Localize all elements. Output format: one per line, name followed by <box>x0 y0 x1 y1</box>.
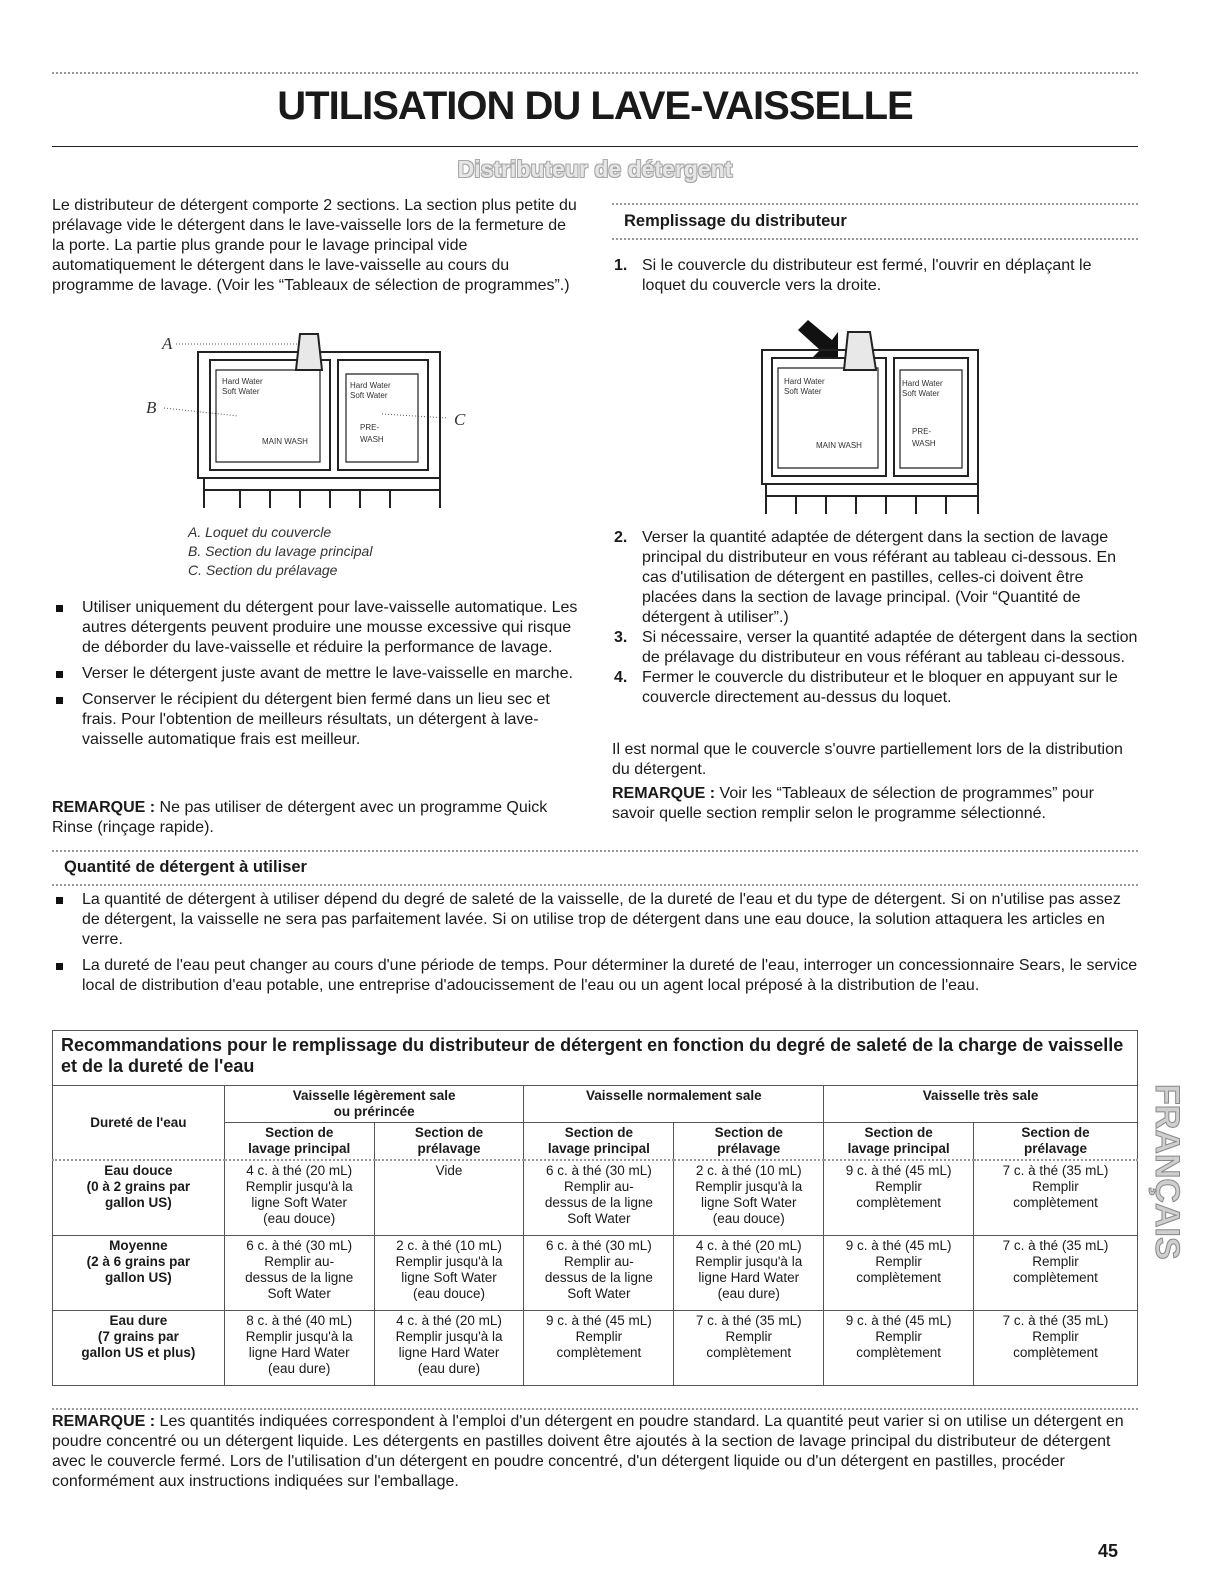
fill-normal-text: Il est normal que le couvercle s'ouvre partiellement lors de la distribution du détergent. <box>612 741 1123 778</box>
intro-paragraph: Le distributeur de détergent comporte 2 sections. La section plus petite du prélavage vide le détergent dans le lave-vaisselle lors de la fermeture de la porte. La partie plus grande pour le lavage principal vide automatiquement le détergent dans le lave-vaisselle au cours du programme de lavage. (Voir les “Tableaux de sélection de programmes”.) <box>52 197 577 294</box>
top-dotted-rule <box>52 72 1138 74</box>
table-cell: 4 c. à thé (20 mL) Remplir jusqu'à la ligne Soft Water (eau douce) <box>224 1160 374 1236</box>
table-cell: 9 c. à thé (45 mL) Remplir complètement <box>824 1236 974 1311</box>
title-rule <box>52 146 1138 147</box>
soft-water-label-prewash-left: Soft Water <box>350 391 388 400</box>
table-cell: 6 c. à thé (30 mL) Remplir au- dessus de la ligne Soft Water <box>224 1236 374 1311</box>
figure-letter-a: A <box>162 334 173 353</box>
hard-water-label-prewash-right: Hard Water <box>902 379 943 388</box>
table-cell: 7 c. à thé (35 mL) Remplir complètement <box>674 1311 824 1386</box>
list-item: Utiliser uniquement du détergent pour lave-vaisselle automatique. Les autres détergents peuvent produire une mousse excessive qui risque de déborder du lave-vaisselle et réduire la performance de lavage. <box>52 598 578 658</box>
dispenser-figure-right <box>752 318 992 518</box>
language-tab-label: FRANÇAIS <box>1148 1084 1186 1260</box>
table-cell: 6 c. à thé (30 mL) Remplir au- dessus de la ligne Soft Water <box>524 1236 674 1311</box>
language-side-tab <box>1146 1080 1186 1340</box>
group-header-light: Vaisselle légèrement sale ou prérincée <box>224 1086 524 1123</box>
soft-water-label-right: Soft Water <box>784 387 822 396</box>
pre-label-right: PRE- <box>912 427 932 436</box>
hard-water-label-right: Hard Water <box>784 377 825 386</box>
note-text: Voir les “Tableaux de sélection de programmes” pour savoir quelle section remplir selon le programme sélectionné. <box>612 785 1094 822</box>
note-text: Ne pas utiliser de détergent avec un programme Quick Rinse (rinçage rapide). <box>52 799 548 836</box>
hard-water-label-left: Hard Water <box>222 377 263 386</box>
wash-label-right: WASH <box>912 439 936 448</box>
row-header-hard: Eau dure (7 grains par gallon US et plus) <box>53 1311 225 1386</box>
table-cell: 8 c. à thé (40 mL) Remplir jusqu'à la ligne Hard Water (eau dure) <box>224 1311 374 1386</box>
wash-label-left: WASH <box>360 435 384 444</box>
left-note <box>52 798 578 838</box>
subheader: Section de lavage principal <box>224 1123 374 1161</box>
table-row <box>53 1311 1138 1386</box>
dispenser-illustration-left <box>150 330 480 510</box>
subheader: Section de lavage principal <box>824 1123 974 1161</box>
subheader: Section de prélavage <box>674 1123 824 1161</box>
fill-note <box>612 784 1138 824</box>
quantity-rule-top <box>52 850 1138 852</box>
main-wash-label-right: MAIN WASH <box>816 441 862 450</box>
list-item: Conserver le récipient du détergent bien fermé dans un lieu sec et frais. Pour l'obtention de meilleurs résultats, un détergent à lave-vaisselle automatique frais est meilleur. <box>52 690 578 750</box>
note-label: REMARQUE : <box>52 1413 156 1430</box>
group-header-normal: Vaisselle normalement sale <box>524 1086 824 1123</box>
fill-section-title: Remplissage du distributeur <box>624 212 847 230</box>
table-cell: 9 c. à thé (45 mL) Remplir complètement <box>824 1160 974 1236</box>
bullet-icon <box>56 671 63 678</box>
hard-water-label-prewash-left: Hard Water <box>350 381 391 390</box>
fill-steps-2 <box>612 528 1138 708</box>
dispenser-illustration-right <box>752 318 992 518</box>
page-title: UTILISATION DU LAVE-VAISSELLE <box>277 84 913 128</box>
step-1: 1. Si le couvercle du distributeur est fermé, l'ouvrir en déplaçant le loquet du couvercle vers la droite. <box>614 257 1092 294</box>
fill-section-rule-top <box>612 203 1138 205</box>
step-4: 4. Fermer le couvercle du distributeur et le bloquer en appuyant sur le couvercle directement au-dessus du loquet. <box>614 669 1118 706</box>
caption-b: B. Section du lavage principal <box>188 543 373 559</box>
step-3: 3. Si nécessaire, verser la quantité adaptée de détergent dans la section de prélavage du distributeur en vous référant au tableau ci-dessous. <box>614 629 1138 666</box>
fill-section-rule-bottom <box>612 238 1138 240</box>
soft-water-label-prewash-right: Soft Water <box>902 389 940 398</box>
table-header-row <box>53 1086 1138 1123</box>
dispenser-figure-left <box>146 330 480 510</box>
main-wash-label-left: MAIN WASH <box>262 437 308 446</box>
table-cell: 9 c. à thé (45 mL) Remplir complètement <box>524 1311 674 1386</box>
table-cell: 4 c. à thé (20 mL) Remplir jusqu'à la ligne Hard Water (eau dure) <box>674 1236 824 1311</box>
recommendations-table <box>52 1030 1138 1386</box>
list-item: La dureté de l'eau peut changer au cours d'une période de temps. Pour déterminer la dureté de l'eau, interroger un concessionnaire Sears, le service local de distribution d'eau potable, une entreprise d'adoucissement de l'eau ou un agent local préposé à la distribution de l'eau. <box>52 956 1138 996</box>
list-item: Verser le détergent juste avant de mettre le lave-vaisselle en marche. <box>52 664 578 684</box>
list-item: La quantité de détergent à utiliser dépend du degré de saleté de la vaisselle, de la dureté de l'eau et du type de détergent. Si on n'utilise pas assez de détergent, la vaisselle ne sera pas parfaitement lavée. Si on utilise trop de détergent dans une eau douce, la solution attaquera les articles en verre. <box>52 890 1138 950</box>
note-label: REMARQUE : <box>612 785 716 802</box>
quantity-rule-bottom <box>52 884 1138 886</box>
subheader: Section de lavage principal <box>524 1123 674 1161</box>
detergent-tips-list <box>52 598 578 756</box>
table-row <box>53 1236 1138 1311</box>
table-title: Recommandations pour le remplissage du distributeur de détergent en fonction du degré de saleté de la charge de vaisselle et de la dureté de l'eau <box>53 1031 1138 1086</box>
figure-letter-c: C <box>454 410 466 429</box>
caption-a: A. Loquet du couvercle <box>188 524 332 540</box>
bullet-icon <box>56 697 63 704</box>
figure-captions <box>188 523 372 580</box>
table-cell: 2 c. à thé (10 mL) Remplir jusqu'à la ligne Soft Water (eau douce) <box>674 1160 824 1236</box>
table-title-row <box>53 1031 1138 1086</box>
fill-steps-1 <box>612 256 1138 296</box>
bullet-icon <box>56 963 63 970</box>
table-cell: 4 c. à thé (20 mL) Remplir jusqu'à la ligne Hard Water (eau dure) <box>374 1311 524 1386</box>
table-cell: 9 c. à thé (45 mL) Remplir complètement <box>824 1311 974 1386</box>
arrow-icon <box>798 320 838 358</box>
table-row <box>53 1160 1138 1236</box>
quantity-list <box>52 890 1138 1002</box>
table-cell: 2 c. à thé (10 mL) Remplir jusqu'à la ligne Soft Water (eau douce) <box>374 1236 524 1311</box>
row-header-soft: Eau douce (0 à 2 grains par gallon US) <box>53 1160 225 1236</box>
row-header-medium: Moyenne (2 à 6 grains par gallon US) <box>53 1236 225 1311</box>
note-label: REMARQUE : <box>52 799 156 816</box>
group-header-heavy: Vaisselle très sale <box>824 1086 1138 1123</box>
soft-water-label-left: Soft Water <box>222 387 260 396</box>
bottom-note <box>52 1412 1138 1492</box>
table-cell: 6 c. à thé (30 mL) Remplir au- dessus de la ligne Soft Water <box>524 1160 674 1236</box>
subheader: Section de prélavage <box>374 1123 524 1161</box>
bullet-icon <box>56 605 63 612</box>
table-bottom-rule <box>52 1408 1138 1410</box>
subheader: Section de prélavage <box>974 1123 1138 1161</box>
table-cell: 7 c. à thé (35 mL) Remplir complètement <box>974 1311 1138 1386</box>
caption-c: C. Section du prélavage <box>188 562 338 578</box>
row-header-label: Dureté de l'eau <box>53 1086 225 1161</box>
table-cell: Vide <box>374 1160 524 1236</box>
figure-letter-b: B <box>146 398 157 417</box>
step-2: 2. Verser la quantité adaptée de détergent dans la section de lavage principal du distributeur en vous référant au tableau ci-dessous. En cas d'utilisation de détergent en pastilles, celles-ci doivent être placées dans la section de lavage principal. (Voir “Quantité de détergent à utiliser”.) <box>614 529 1117 626</box>
section-heading: Distributeur de détergent <box>457 156 733 182</box>
page-number: 45 <box>1098 1541 1119 1561</box>
pre-label-left: PRE- <box>360 423 380 432</box>
quantity-section-title: Quantité de détergent à utiliser <box>64 858 307 876</box>
table-cell: 7 c. à thé (35 mL) Remplir complètement <box>974 1236 1138 1311</box>
note-text: Les quantités indiquées correspondent à l'emploi d'un détergent en poudre standard. La quantité peut varier si on utilise un détergent en poudre concentré ou un détergent liquide. Les détergents en pastilles doivent être ajoutés à la section de lavage principal du distributeur de détergent avec le couvercle fermé. Lors de l'utilisation d'un détergent en poudre concentré, d'un détergent liquide ou d'un détergent en pastilles, procéder conformément aux instructions indiquées sur l'emballage. <box>52 1413 1124 1490</box>
table-cell: 7 c. à thé (35 mL) Remplir complètement <box>974 1160 1138 1236</box>
bullet-icon <box>56 897 63 904</box>
